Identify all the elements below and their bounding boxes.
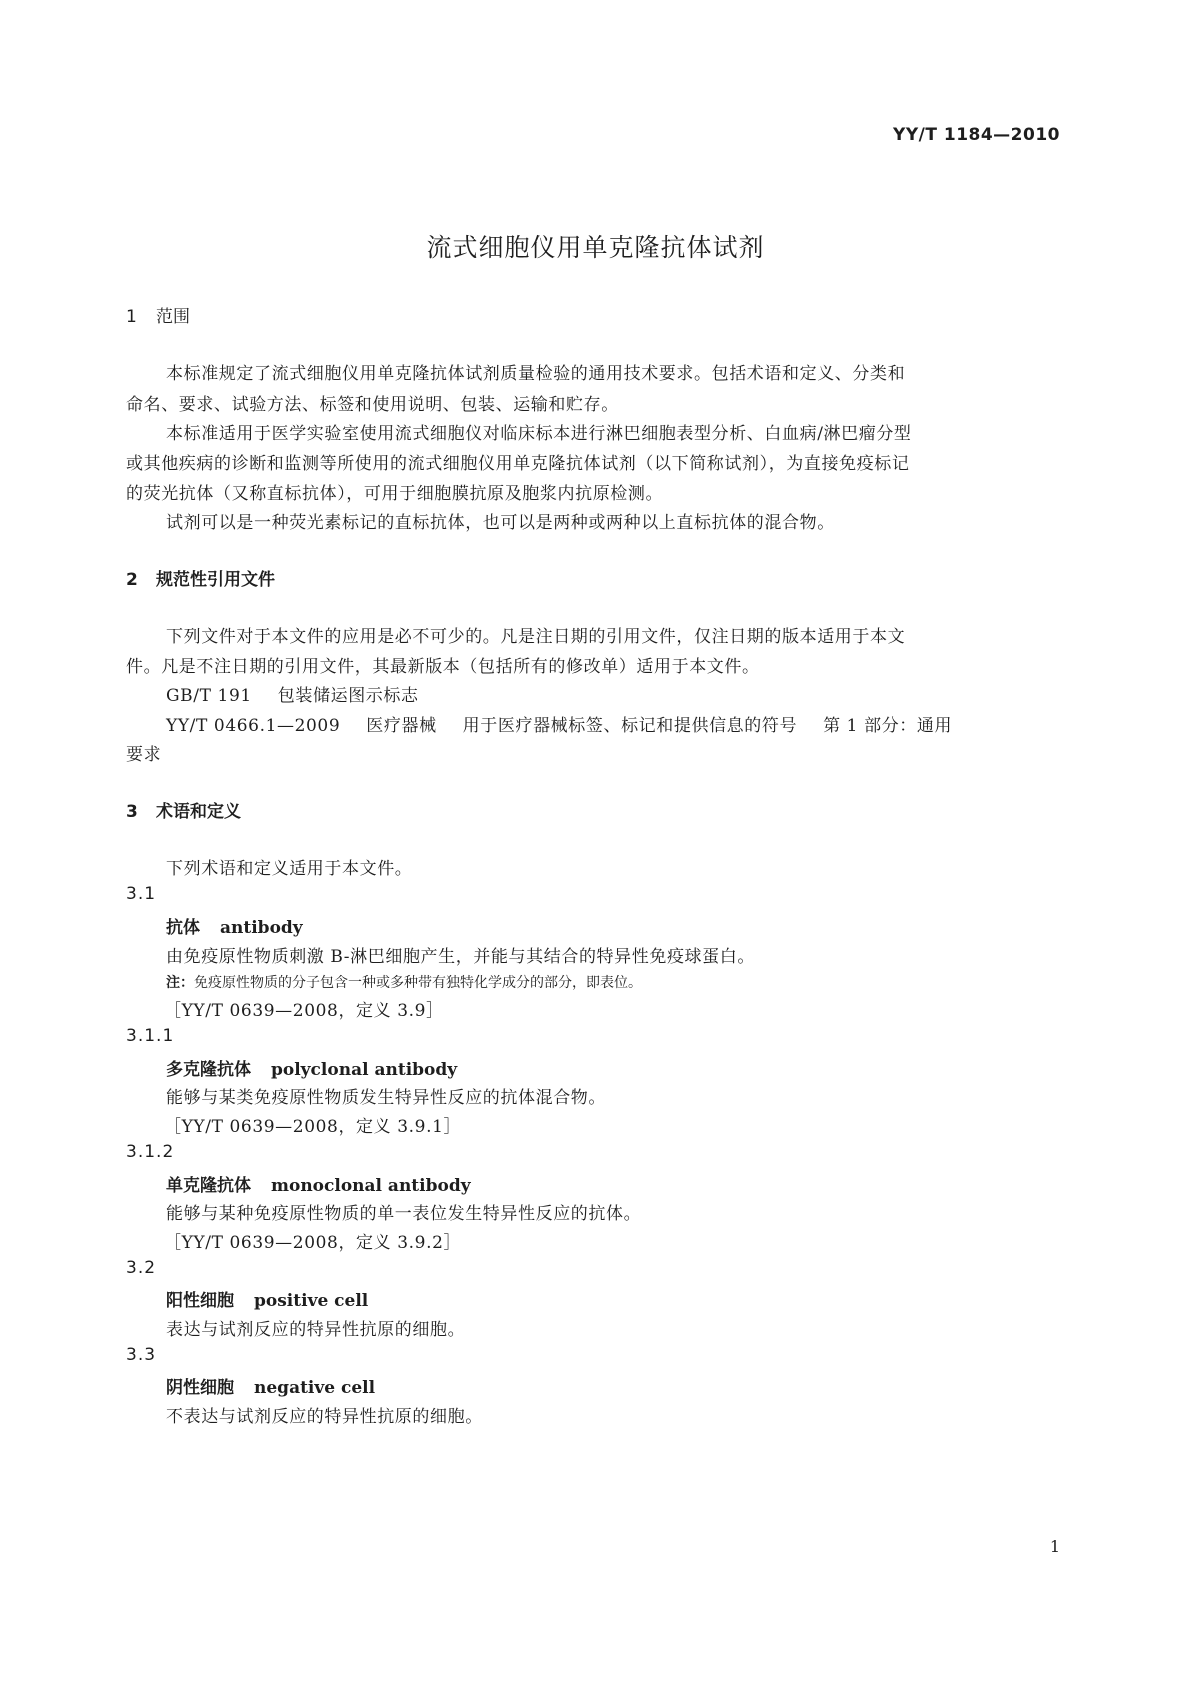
reference-title: 第 1 部分：通用 [823, 716, 953, 736]
paragraph-line: 下列文件对于本文件的应用是必不可少的。凡是注日期的引用文件，仅注日期的版本适用于本文 [166, 627, 906, 647]
section-title: 术语和定义 [156, 802, 241, 822]
normative-reference [166, 711, 952, 736]
reference-title: 用于医疗器械标签、标记和提供信息的符号 [462, 716, 798, 736]
section-1-heading [126, 302, 190, 327]
term-definition: 表达与试剂反应的特异性抗原的细胞。 [166, 1320, 466, 1340]
reference-title: 包装储运图示标志 [277, 686, 419, 706]
term-en: negative cell [254, 1378, 376, 1398]
term-zh: 多克隆抗体 [166, 1060, 251, 1080]
term-zh: 单克隆抗体 [166, 1176, 251, 1196]
paragraph-line: 本标准规定了流式细胞仪用单克隆抗体试剂质量检验的通用技术要求。包括术语和定义、分类和 [166, 364, 906, 384]
term-number: 3.1.2 [126, 1142, 175, 1162]
section-2-heading [126, 565, 275, 590]
paragraph-line: 或其他疾病的诊断和监测等所使用的流式细胞仪用单克隆抗体试剂（以下简称试剂），为直接免疫标记 [126, 454, 910, 474]
paragraph-line: 件。凡是不注日期的引用文件，其最新版本（包括所有的修改单）适用于本文件。 [126, 657, 760, 677]
term-source: ［YY/T 0639—2008，定义 3.9.1］ [164, 1117, 462, 1137]
term-entry [166, 1055, 457, 1080]
section-number: 2 [126, 570, 138, 590]
term-definition: 能够与某种免疫原性物质的单一表位发生特异性反应的抗体。 [166, 1204, 642, 1224]
normative-reference [166, 681, 419, 706]
section-3-heading [126, 797, 241, 822]
term-zh: 阳性细胞 [166, 1291, 234, 1311]
term-zh: 抗体 [166, 918, 200, 938]
term-en: antibody [220, 918, 303, 938]
term-zh: 阴性细胞 [166, 1378, 234, 1398]
paragraph-line: 本标准适用于医学实验室使用流式细胞仪对临床标本进行淋巴细胞表型分析、白血病/淋巴瘤分型 [166, 424, 912, 444]
term-definition: 能够与某类免疫原性物质发生特异性反应的抗体混合物。 [166, 1088, 606, 1108]
term-number: 3.2 [126, 1258, 157, 1278]
section-number: 3 [126, 802, 138, 822]
document-title: 流式细胞仪用单克隆抗体试剂 [426, 233, 765, 262]
term-note [166, 972, 642, 992]
term-entry [166, 1286, 368, 1311]
term-en: positive cell [254, 1291, 369, 1311]
paragraph-line: 的荧光抗体（又称直标抗体），可用于细胞膜抗原及胞浆内抗原检测。 [126, 484, 664, 504]
paragraph-line: 命名、要求、试验方法、标签和使用说明、包装、运输和贮存。 [126, 395, 619, 415]
reference-code: YY/T 0466.1—2009 [166, 716, 341, 736]
note-text: 免疫原性物质的分子包含一种或多种带有独特化学成分的部分，即表位。 [194, 975, 642, 991]
section-title: 范围 [156, 307, 190, 327]
note-label: 注： [166, 975, 194, 991]
paragraph-line: 试剂可以是一种荧光素标记的直标抗体，也可以是两种或两种以上直标抗体的混合物。 [166, 513, 835, 533]
term-number: 3.1.1 [126, 1026, 175, 1046]
term-source: ［YY/T 0639—2008，定义 3.9］ [164, 1001, 444, 1021]
term-entry [166, 1373, 375, 1398]
term-definition: 不表达与试剂反应的特异性抗原的细胞。 [166, 1407, 483, 1427]
term-en: polyclonal antibody [271, 1060, 458, 1080]
paragraph-line: 下列术语和定义适用于本文件。 [166, 859, 413, 879]
term-definition: 由免疫原性物质刺激 B-淋巴细胞产生，并能与其结合的特异性免疫球蛋白。 [166, 947, 755, 967]
reference-title: 医疗器械 [366, 716, 437, 736]
term-source: ［YY/T 0639—2008，定义 3.9.2］ [164, 1233, 462, 1253]
page-number: 1 [1049, 1537, 1060, 1556]
term-en: monoclonal antibody [271, 1176, 471, 1196]
section-title: 规范性引用文件 [156, 570, 275, 590]
paragraph-line: 要求 [126, 745, 162, 765]
term-entry [166, 1171, 471, 1196]
term-number: 3.3 [126, 1345, 157, 1365]
reference-code: GB/T 191 [166, 686, 252, 706]
term-number: 3.1 [126, 884, 157, 904]
section-number: 1 [126, 307, 137, 327]
term-entry [166, 913, 303, 938]
standard-code: YY/T 1184—2010 [893, 125, 1060, 145]
